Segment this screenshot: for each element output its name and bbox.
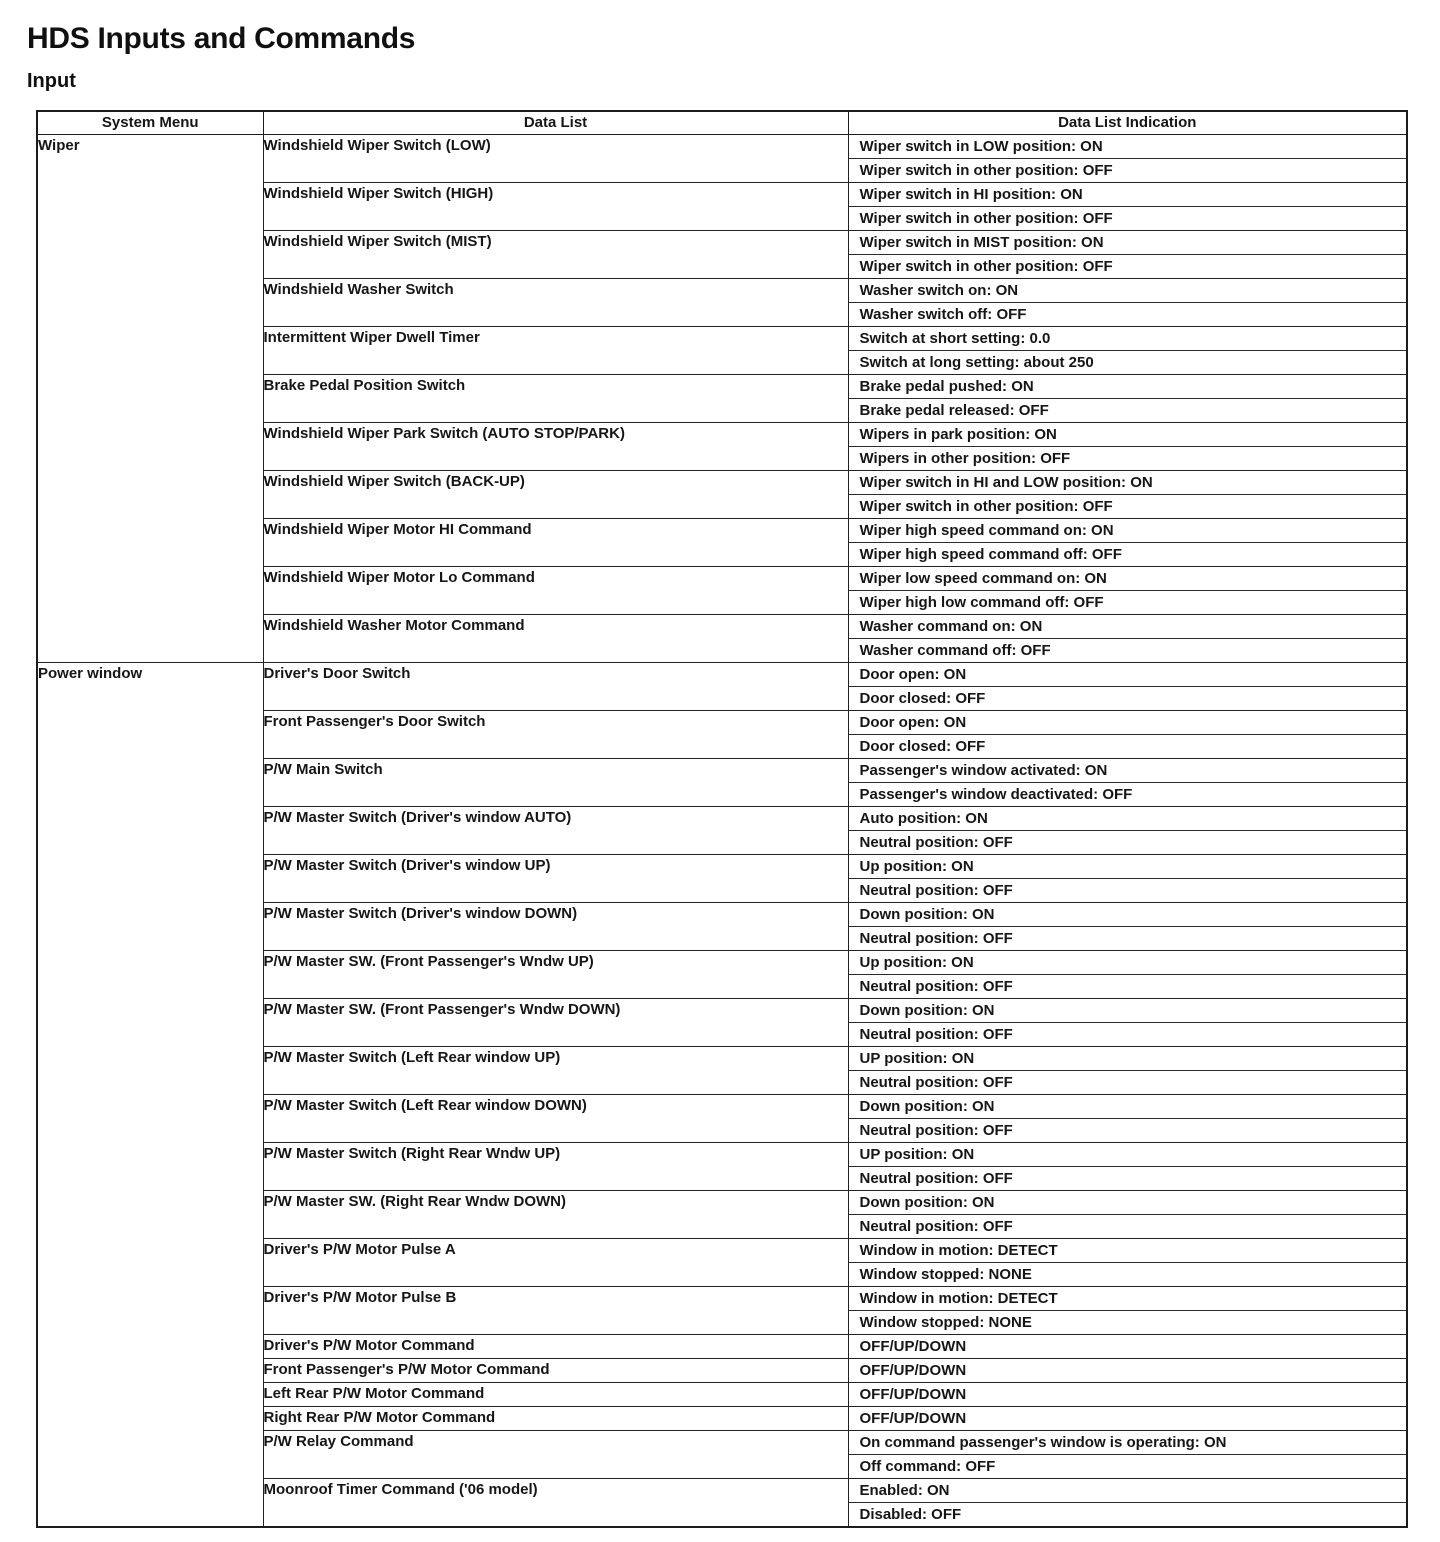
indication-line: Brake pedal pushed: ON xyxy=(849,375,1407,399)
data-list-cell: P/W Master SW. (Front Passenger's Wndw DOWN) xyxy=(263,999,848,1047)
indication-line: Wiper high low command off: OFF xyxy=(859,594,1104,611)
system-menu-cell: Wiper xyxy=(37,135,263,663)
data-list-cell: P/W Master Switch (Driver's window DOWN) xyxy=(263,903,848,951)
data-list-indication-cell xyxy=(848,279,1407,327)
column-header-data-list-indication: Data List Indication xyxy=(848,111,1407,135)
indication-line: Wiper switch in MIST position: ON xyxy=(849,231,1407,255)
indication-line: Window in motion: DETECT xyxy=(849,1287,1407,1311)
indication-line: Neutral position: OFF xyxy=(859,834,1013,851)
data-list-cell: Driver's P/W Motor Command xyxy=(263,1335,848,1359)
data-list-cell: P/W Main Switch xyxy=(263,759,848,807)
hds-inputs-table xyxy=(36,110,1408,1528)
indication-line: Neutral position: OFF xyxy=(859,978,1013,995)
data-list-indication-cell xyxy=(848,375,1407,423)
indication-line: Disabled: OFF xyxy=(859,1506,962,1523)
indication-line: Passenger's window deactivated: OFF xyxy=(859,786,1133,803)
data-list-cell: Windshield Wiper Switch (HIGH) xyxy=(263,183,848,231)
indication-line: Neutral position: OFF xyxy=(859,930,1013,947)
indication-line: Wipers in other position: OFF xyxy=(859,450,1071,467)
indication-line: Up position: ON xyxy=(849,951,1407,975)
data-list-cell: P/W Master Switch (Right Rear Wndw UP) xyxy=(263,1143,848,1191)
indication-line: Door closed: OFF xyxy=(859,690,986,707)
data-list-cell: Windshield Wiper Switch (LOW) xyxy=(263,135,848,183)
data-list-indication-cell xyxy=(848,1047,1407,1095)
data-list-cell: Windshield Wiper Motor HI Command xyxy=(263,519,848,567)
table-row xyxy=(37,135,1407,183)
data-list-indication-cell xyxy=(848,135,1407,183)
data-list-cell: P/W Master SW. (Right Rear Wndw DOWN) xyxy=(263,1191,848,1239)
indication-line: Wiper switch in other position: OFF xyxy=(859,258,1113,275)
indication-line: Window stopped: NONE xyxy=(859,1266,1032,1283)
data-list-cell: Left Rear P/W Motor Command xyxy=(263,1383,848,1407)
indication-line: Washer command on: ON xyxy=(849,615,1407,639)
data-list-cell: Driver's Door Switch xyxy=(263,663,848,711)
column-header-data-list: Data List xyxy=(263,111,848,135)
indication-line: Passenger's window activated: ON xyxy=(849,759,1407,783)
data-list-cell: P/W Master Switch (Left Rear window DOWN) xyxy=(263,1095,848,1143)
data-list-indication-cell xyxy=(848,471,1407,519)
data-list-cell: Windshield Wiper Motor Lo Command xyxy=(263,567,848,615)
data-list-cell: P/W Relay Command xyxy=(263,1431,848,1479)
column-header-system-menu: System Menu xyxy=(37,111,263,135)
indication-line: Up position: ON xyxy=(849,855,1407,879)
data-list-cell: Intermittent Wiper Dwell Timer xyxy=(263,327,848,375)
data-list-indication-cell xyxy=(848,951,1407,999)
data-list-cell: Windshield Wiper Park Switch (AUTO STOP/PARK) xyxy=(263,423,848,471)
data-list-indication-cell xyxy=(848,1479,1407,1528)
data-list-cell: Windshield Washer Switch xyxy=(263,279,848,327)
indication-line: Switch at long setting: about 250 xyxy=(859,354,1094,371)
data-list-indication-cell xyxy=(848,759,1407,807)
indication-line: Door closed: OFF xyxy=(859,738,986,755)
indication-line: Window stopped: NONE xyxy=(859,1314,1032,1331)
indication-line: Neutral position: OFF xyxy=(859,882,1013,899)
table-body xyxy=(37,135,1407,1528)
indication-line: Neutral position: OFF xyxy=(859,1122,1013,1139)
indication-line: Door open: ON xyxy=(849,711,1407,735)
data-list-cell: Right Rear P/W Motor Command xyxy=(263,1407,848,1431)
indication-line: Wiper switch in other position: OFF xyxy=(859,498,1113,515)
data-list-cell: Front Passenger's P/W Motor Command xyxy=(263,1359,848,1383)
data-list-indication-cell xyxy=(848,183,1407,231)
data-list-cell: Windshield Wiper Switch (BACK-UP) xyxy=(263,471,848,519)
data-list-indication-cell xyxy=(848,615,1407,663)
indication-line: On command passenger's window is operating: ON xyxy=(849,1431,1407,1455)
data-list-indication-cell xyxy=(848,327,1407,375)
indication-line: OFF/UP/DOWN xyxy=(859,1410,967,1427)
indication-line: Wiper low speed command on: ON xyxy=(849,567,1407,591)
data-list-cell: P/W Master Switch (Driver's window AUTO) xyxy=(263,807,848,855)
indication-line: Enabled: ON xyxy=(849,1479,1407,1503)
indication-line: Washer switch on: ON xyxy=(849,279,1407,303)
data-list-indication-cell xyxy=(848,1407,1407,1431)
indication-line: Down position: ON xyxy=(849,999,1407,1023)
indication-line: OFF/UP/DOWN xyxy=(859,1338,967,1355)
indication-line: Wiper switch in other position: OFF xyxy=(859,210,1113,227)
indication-line: Wiper switch in HI and LOW position: ON xyxy=(849,471,1407,495)
indication-line: Neutral position: OFF xyxy=(859,1026,1013,1043)
indication-line: Wiper high speed command off: OFF xyxy=(859,546,1122,563)
data-list-cell: Moonroof Timer Command ('06 model) xyxy=(263,1479,848,1528)
indication-line: OFF/UP/DOWN xyxy=(859,1362,967,1379)
data-list-indication-cell xyxy=(848,807,1407,855)
indication-line: Wiper switch in other position: OFF xyxy=(859,162,1113,179)
indication-line: Window in motion: DETECT xyxy=(849,1239,1407,1263)
data-list-indication-cell xyxy=(848,1335,1407,1359)
page-subtitle: Input xyxy=(27,70,76,92)
data-list-indication-cell xyxy=(848,855,1407,903)
data-list-indication-cell xyxy=(848,1383,1407,1407)
indication-line: Off command: OFF xyxy=(859,1458,996,1475)
data-list-indication-cell xyxy=(848,567,1407,615)
data-list-indication-cell xyxy=(848,231,1407,279)
indication-line: Neutral position: OFF xyxy=(859,1218,1013,1235)
data-list-indication-cell xyxy=(848,423,1407,471)
data-list-indication-cell xyxy=(848,1239,1407,1287)
data-list-indication-cell xyxy=(848,1095,1407,1143)
data-list-cell: P/W Master SW. (Front Passenger's Wndw UP) xyxy=(263,951,848,999)
data-list-indication-cell xyxy=(848,1431,1407,1479)
indication-line: Door open: ON xyxy=(849,663,1407,687)
indication-line: Wipers in park position: ON xyxy=(849,423,1407,447)
data-list-indication-cell xyxy=(848,1359,1407,1383)
data-list-cell: Driver's P/W Motor Pulse B xyxy=(263,1287,848,1335)
indication-line: Brake pedal released: OFF xyxy=(859,402,1049,419)
data-list-cell: Windshield Wiper Switch (MIST) xyxy=(263,231,848,279)
indication-line: Wiper switch in LOW position: ON xyxy=(849,135,1407,159)
table-row xyxy=(37,663,1407,711)
data-list-cell: Driver's P/W Motor Pulse A xyxy=(263,1239,848,1287)
data-list-indication-cell xyxy=(848,903,1407,951)
indication-line: Wiper high speed command on: ON xyxy=(849,519,1407,543)
data-list-indication-cell xyxy=(848,1191,1407,1239)
indication-line: Down position: ON xyxy=(849,1191,1407,1215)
page-title: HDS Inputs and Commands xyxy=(27,22,416,55)
data-list-indication-cell xyxy=(848,1143,1407,1191)
indication-line: Washer switch off: OFF xyxy=(859,306,1027,323)
data-list-indication-cell xyxy=(848,1287,1407,1335)
system-menu-cell: Power window xyxy=(37,663,263,1528)
table-header-row xyxy=(37,111,1407,135)
indication-line: Washer command off: OFF xyxy=(859,642,1051,659)
indication-line: UP position: ON xyxy=(849,1143,1407,1167)
indication-line: Down position: ON xyxy=(849,1095,1407,1119)
indication-line: Wiper switch in HI position: ON xyxy=(849,183,1407,207)
data-list-indication-cell xyxy=(848,519,1407,567)
data-list-cell: Front Passenger's Door Switch xyxy=(263,711,848,759)
data-list-indication-cell xyxy=(848,999,1407,1047)
data-list-cell: P/W Master Switch (Left Rear window UP) xyxy=(263,1047,848,1095)
indication-line: Auto position: ON xyxy=(849,807,1407,831)
indication-line: Neutral position: OFF xyxy=(859,1074,1013,1091)
data-list-cell: P/W Master Switch (Driver's window UP) xyxy=(263,855,848,903)
data-list-indication-cell xyxy=(848,711,1407,759)
indication-line: OFF/UP/DOWN xyxy=(859,1386,967,1403)
indication-line: UP position: ON xyxy=(849,1047,1407,1071)
data-list-indication-cell xyxy=(848,663,1407,711)
data-list-cell: Windshield Washer Motor Command xyxy=(263,615,848,663)
indication-line: Switch at short setting: 0.0 xyxy=(849,327,1407,351)
indication-line: Neutral position: OFF xyxy=(859,1170,1013,1187)
indication-line: Down position: ON xyxy=(849,903,1407,927)
data-list-cell: Brake Pedal Position Switch xyxy=(263,375,848,423)
